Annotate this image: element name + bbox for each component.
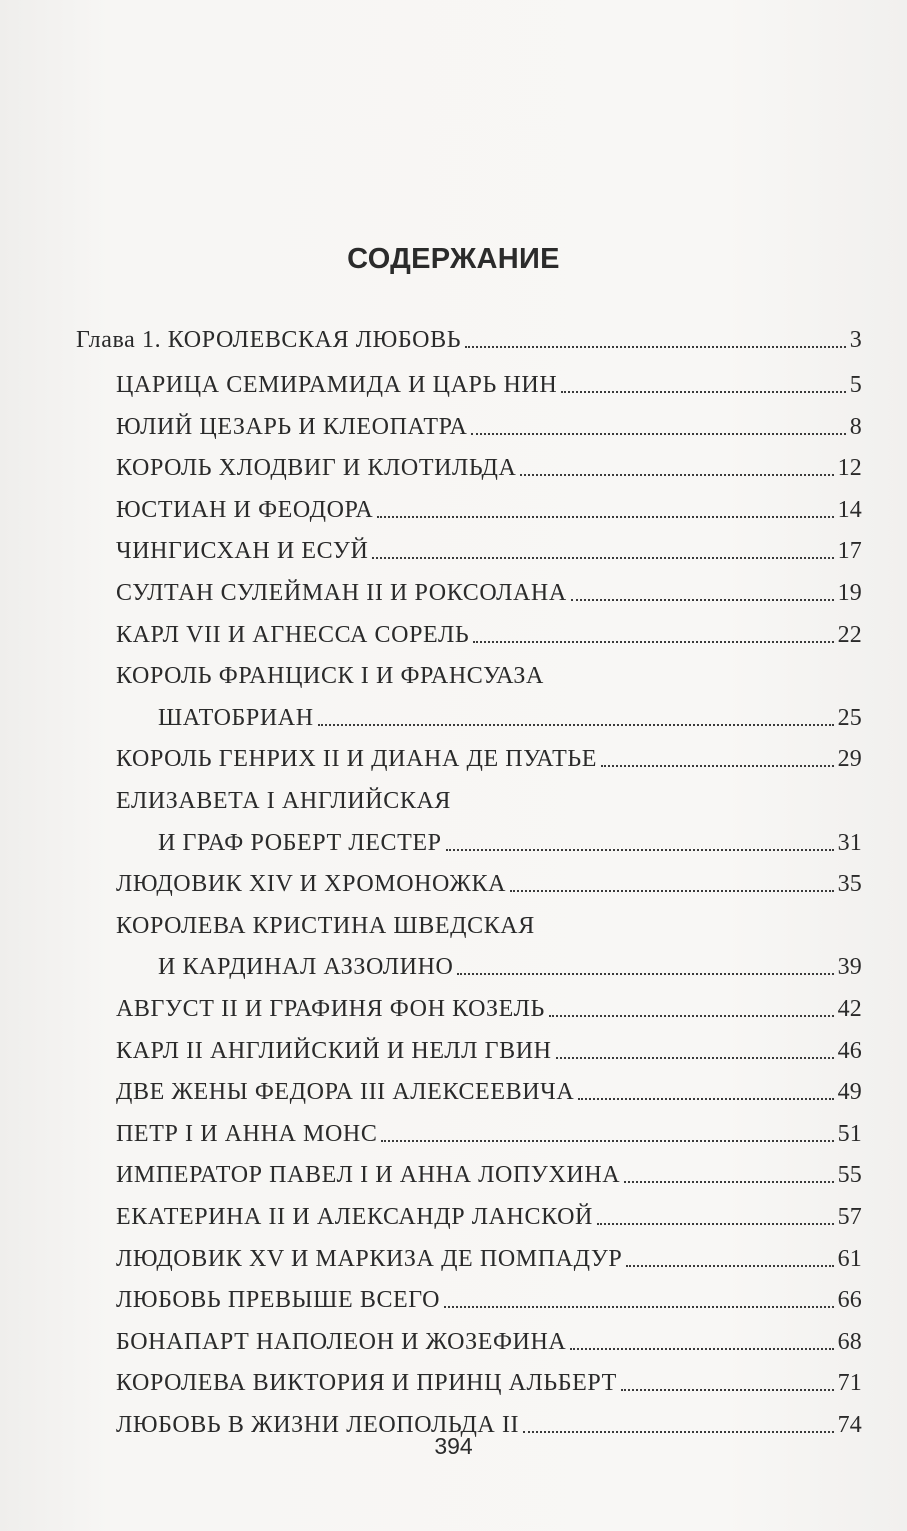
toc-entry-page-number: 42 bbox=[837, 996, 862, 1022]
dot-leader bbox=[520, 474, 833, 476]
toc-entry bbox=[116, 1077, 862, 1107]
toc-entry-title: ЛЮБОВЬ ПРЕВЫШЕ ВСЕГО bbox=[116, 1287, 441, 1314]
toc-entry-title: КАРЛ II АНГЛИЙСКИЙ И НЕЛЛ ГВИН bbox=[116, 1037, 552, 1064]
chapter-title: Глава 1. КОРОЛЕВСКАЯ ЛЮБОВЬ bbox=[76, 327, 462, 353]
toc-entry-continuation bbox=[158, 828, 862, 858]
dot-leader bbox=[570, 1348, 833, 1350]
toc-entry-page-number: 19 bbox=[837, 580, 862, 606]
toc-entry bbox=[116, 869, 862, 899]
toc-entry bbox=[116, 412, 862, 442]
toc-entry-title: ИМПЕРАТОР ПАВЕЛ I И АННА ЛОПУХИНА bbox=[116, 1162, 621, 1189]
dot-leader bbox=[446, 849, 834, 851]
page-number: 394 bbox=[434, 1433, 473, 1459]
dot-leader bbox=[624, 1181, 833, 1183]
dot-leader bbox=[318, 724, 834, 726]
dot-leader bbox=[561, 391, 846, 393]
toc-entry-page-number: 35 bbox=[837, 871, 862, 898]
toc-entry-title: ЦАРИЦА СЕМИРАМИДА И ЦАРЬ НИН bbox=[116, 372, 558, 398]
dot-leader bbox=[372, 557, 833, 559]
chapter-page-number: 3 bbox=[849, 327, 862, 353]
dot-leader bbox=[465, 346, 846, 348]
toc-entry bbox=[116, 1327, 862, 1357]
toc-entry-page-number: 31 bbox=[837, 829, 862, 856]
toc-entry-title: БОНАПАРТ НАПОЛЕОН И ЖОЗЕФИНА bbox=[116, 1328, 567, 1355]
toc-entry-page-number: 14 bbox=[837, 496, 862, 523]
toc-entry-title: И КАРДИНАЛ АЗЗОЛИНО bbox=[158, 954, 454, 981]
dot-leader bbox=[597, 1223, 834, 1225]
toc-entry-title: КОРОЛЬ ГЕНРИХ II И ДИАНА ДЕ ПУАТЬЕ bbox=[116, 746, 597, 773]
toc-entry-title: ЕЛИЗАВЕТА I АНГЛИЙСКАЯ bbox=[116, 788, 451, 814]
toc-entry-page-number: 61 bbox=[837, 1245, 862, 1272]
toc-entry bbox=[116, 1244, 862, 1274]
toc-entry-title: ЕКАТЕРИНА II И АЛЕКСАНДР ЛАНСКОЙ bbox=[116, 1204, 593, 1230]
dot-leader bbox=[473, 641, 833, 643]
toc-entry-page-number: 55 bbox=[837, 1162, 862, 1189]
toc-entry-title: ЛЮДОВИК XIV И ХРОМОНОЖКА bbox=[116, 871, 507, 898]
toc-entry-page-number: 46 bbox=[837, 1037, 862, 1064]
toc-entry-title: КОРОЛЕВА КРИСТИНА ШВЕДСКАЯ bbox=[116, 912, 535, 939]
toc-entry-page-number: 8 bbox=[849, 413, 862, 440]
toc-entry bbox=[116, 661, 544, 691]
toc-entry-title: СУЛТАН СУЛЕЙМАН II И РОКСОЛАНА bbox=[116, 580, 567, 606]
chapter-entry bbox=[76, 325, 862, 355]
dot-leader bbox=[377, 516, 833, 518]
toc-entry-page-number: 25 bbox=[837, 704, 862, 731]
toc-entry-title: КОРОЛЬ ХЛОДВИГ И КЛОТИЛЬДА bbox=[116, 455, 517, 482]
toc-entry-title: ЛЮБОВЬ В ЖИЗНИ ЛЕОПОЛЬДА II bbox=[116, 1412, 520, 1438]
toc-entry-title: ПЕТР I И АННА МОНС bbox=[116, 1120, 378, 1147]
dot-leader bbox=[626, 1265, 833, 1267]
toc-entry-page-number: 74 bbox=[837, 1412, 862, 1438]
toc-entry-title: ЛЮДОВИК XV И МАРКИЗА ДЕ ПОМПАДУР bbox=[116, 1245, 623, 1272]
toc-entry bbox=[116, 1202, 862, 1232]
toc-entry-title: КОРОЛЕВА ВИКТОРИЯ И ПРИНЦ АЛЬБЕРТ bbox=[116, 1370, 617, 1397]
toc-entry bbox=[116, 1368, 862, 1398]
toc-entry-page-number: 5 bbox=[849, 372, 862, 398]
toc-entry-page-number: 57 bbox=[837, 1204, 862, 1230]
toc-entry-title: КОРОЛЬ ФРАНЦИСК I И ФРАНСУАЗА bbox=[116, 663, 544, 690]
toc-entry-title: ШАТОБРИАН bbox=[158, 704, 314, 731]
toc-entry bbox=[116, 495, 862, 525]
dot-leader bbox=[471, 433, 845, 435]
toc-entry bbox=[116, 370, 862, 400]
dot-leader bbox=[381, 1140, 833, 1142]
toc-entry-page-number: 49 bbox=[837, 1079, 862, 1106]
toc-entry-page-number: 17 bbox=[837, 538, 862, 565]
toc-entry-page-number: 71 bbox=[837, 1370, 862, 1397]
toc-entry-page-number: 66 bbox=[837, 1287, 862, 1314]
dot-leader bbox=[457, 973, 833, 975]
toc-entry-title: ЮСТИАН И ФЕОДОРА bbox=[116, 496, 374, 523]
toc-entry bbox=[116, 620, 862, 650]
dot-leader bbox=[549, 1015, 834, 1017]
toc-entry-title: ЧИНГИСХАН И ЕСУЙ bbox=[116, 538, 369, 565]
toc-entry bbox=[116, 1119, 862, 1149]
dot-leader bbox=[571, 599, 834, 601]
toc-entry bbox=[116, 453, 862, 483]
toc-entry-title: АВГУСТ II И ГРАФИНЯ ФОН КОЗЕЛЬ bbox=[116, 996, 545, 1022]
toc-entry bbox=[116, 786, 451, 816]
toc-entry-continuation bbox=[158, 952, 862, 982]
toc-entry-title: ДВЕ ЖЕНЫ ФЕДОРА III АЛЕКСЕЕВИЧА bbox=[116, 1079, 575, 1106]
dot-leader bbox=[510, 890, 834, 892]
page-title: СОДЕРЖАНИЕ bbox=[347, 243, 560, 275]
dot-leader bbox=[444, 1306, 833, 1308]
dot-leader bbox=[601, 765, 834, 767]
toc-entry bbox=[116, 994, 862, 1024]
toc-entry bbox=[116, 911, 535, 941]
toc-entry bbox=[116, 1036, 862, 1066]
toc-entry-page-number: 29 bbox=[837, 746, 862, 773]
toc-entry-page-number: 68 bbox=[837, 1328, 862, 1355]
toc-entry-page-number: 22 bbox=[837, 621, 862, 648]
toc-entry bbox=[116, 578, 862, 608]
toc-entry-page-number: 51 bbox=[837, 1120, 862, 1147]
toc-entry bbox=[116, 1160, 862, 1190]
dot-leader bbox=[578, 1098, 833, 1100]
dot-leader bbox=[621, 1389, 834, 1391]
toc-entry-continuation bbox=[158, 703, 862, 733]
toc-entry bbox=[116, 744, 862, 774]
toc-entry-title: ЮЛИЙ ЦЕЗАРЬ И КЛЕОПАТРА bbox=[116, 413, 468, 440]
toc-entry-page-number: 12 bbox=[837, 455, 862, 482]
toc-entry-page-number: 39 bbox=[837, 954, 862, 981]
toc-entry-title: КАРЛ VII И АГНЕССА СОРЕЛЬ bbox=[116, 621, 470, 648]
toc-entry-title: И ГРАФ РОБЕРТ ЛЕСТЕР bbox=[158, 829, 442, 856]
toc-entry bbox=[116, 536, 862, 566]
dot-leader bbox=[556, 1057, 834, 1059]
toc-entry bbox=[116, 1285, 862, 1315]
